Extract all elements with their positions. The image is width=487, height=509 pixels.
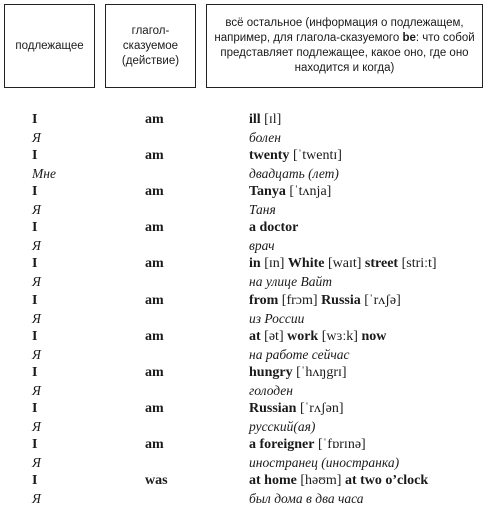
row-rest: [249, 327, 386, 346]
row-subject: I: [32, 220, 38, 236]
row-verb: am: [145, 292, 164, 308]
row-verb: am: [145, 328, 164, 344]
table-row: [0, 146, 487, 165]
transcription: [ɪn]: [260, 256, 288, 272]
transcription: [ət]: [260, 328, 288, 344]
header-rest-text-after: : что собой представляет подлежащее, какое оно, где оно находится и когда): [220, 32, 475, 74]
transcription: [ˈrʌʃən]: [296, 400, 344, 416]
row-rest: [249, 489, 364, 509]
table-row: [0, 291, 487, 310]
table-row: [0, 128, 487, 147]
header-rest-bold-term: be: [402, 32, 416, 44]
table-row: [0, 110, 487, 129]
row-rest: [249, 128, 281, 148]
row-rest: [249, 182, 331, 201]
row-subject: Я: [32, 274, 41, 290]
row-verb: am: [145, 220, 164, 236]
row-subject: I: [32, 328, 38, 344]
english-phrase: hungry: [249, 364, 293, 380]
transcription: [ˈtwentɪ]: [289, 148, 342, 164]
english-phrase: street: [364, 256, 399, 272]
transcription: [frɔm]: [278, 292, 322, 308]
russian-translation: русский(ая): [249, 418, 316, 434]
russian-translation: голоден: [249, 382, 293, 398]
russian-translation: двадцать (лет): [249, 166, 339, 182]
row-rest: [249, 200, 276, 220]
table-row: [0, 309, 487, 328]
row-rest: [249, 363, 347, 382]
row-rest: [249, 272, 332, 292]
transcription: [ˈtʌnja]: [285, 184, 332, 200]
russian-translation: врач: [249, 238, 275, 254]
row-subject: I: [32, 256, 38, 272]
english-phrase: at home: [249, 473, 297, 488]
row-rest: [249, 309, 304, 329]
row-verb: am: [145, 184, 164, 200]
table-row: [0, 435, 487, 454]
row-verb: am: [145, 436, 164, 452]
row-rest: [249, 345, 350, 365]
row-rest: [249, 399, 344, 418]
table-row: [0, 381, 487, 400]
row-subject: I: [32, 473, 38, 488]
row-verb: am: [145, 256, 164, 272]
row-rest: [249, 471, 428, 490]
english-phrase: Russian: [249, 400, 297, 416]
table-row: [0, 399, 487, 418]
russian-translation: на работе сейчас: [249, 346, 350, 362]
english-phrase: twenty: [249, 148, 290, 164]
transcription: [ˈhʌŋgrɪ]: [292, 364, 347, 380]
row-subject: Я: [32, 382, 41, 398]
row-subject: Я: [32, 130, 41, 146]
row-subject: I: [32, 184, 38, 200]
row-subject: I: [32, 400, 38, 416]
english-phrase: at: [249, 328, 261, 344]
table-row: [0, 254, 487, 273]
row-rest: [249, 291, 401, 310]
english-phrase: from: [249, 292, 279, 308]
row-subject: I: [32, 436, 38, 452]
english-phrase: a foreigner: [249, 436, 315, 452]
english-phrase: White: [287, 256, 325, 272]
table-row: [0, 345, 487, 364]
transcription: [striːt]: [398, 256, 437, 272]
header-verb-label: глагол-сказуемое (действие): [121, 24, 180, 67]
row-rest: [249, 236, 275, 256]
english-phrase: Russia: [321, 292, 361, 308]
transcription: [wɜːk]: [318, 328, 362, 344]
row-rest: [249, 453, 399, 473]
russian-translation: из России: [249, 310, 305, 326]
row-subject: Я: [32, 491, 41, 507]
row-subject: Я: [32, 238, 41, 254]
header-rest-label: [213, 16, 476, 76]
row-rest: [249, 435, 366, 454]
russian-translation: на улице Вайт: [249, 274, 333, 290]
table-row: [0, 218, 487, 237]
row-subject: I: [32, 148, 38, 164]
row-subject: I: [32, 112, 38, 127]
table-row: [0, 164, 487, 183]
row-subject: I: [32, 364, 38, 380]
row-rest: [249, 254, 437, 273]
row-verb: was: [145, 473, 168, 488]
header-subject-label: подлежащее: [15, 39, 84, 52]
english-phrase: now: [361, 328, 387, 344]
transcription: [ˈrʌʃə]: [360, 292, 401, 308]
row-subject: Я: [32, 346, 41, 362]
table-row: [0, 182, 487, 201]
transcription: [ɪl]: [260, 112, 282, 127]
table-row: [0, 200, 487, 219]
header-subject-box: [4, 4, 95, 88]
row-verb: am: [145, 400, 164, 416]
row-rest: [249, 164, 339, 184]
english-phrase: ill: [249, 112, 261, 127]
transcription: [həʊm]: [296, 473, 345, 488]
russian-translation: болен: [249, 130, 281, 146]
row-rest: [249, 110, 281, 129]
row-subject: I: [32, 292, 38, 308]
table-row: [0, 272, 487, 291]
english-phrase: work: [287, 328, 319, 344]
row-subject: Я: [32, 418, 41, 434]
row-verb: am: [145, 112, 164, 127]
row-verb: am: [145, 148, 164, 164]
transcription: [ˈfɒrɪnə]: [314, 436, 366, 452]
table-row: [0, 489, 487, 508]
english-phrase: a doctor: [249, 220, 299, 236]
table-row: [0, 236, 487, 255]
row-subject: Я: [32, 202, 41, 218]
row-subject: Я: [32, 310, 41, 326]
russian-translation: был дома в два часа: [249, 491, 364, 507]
english-phrase: at two o’clock: [344, 473, 429, 488]
header-verb-box: [105, 4, 196, 88]
header-rest-box: [206, 4, 483, 88]
table-row: [0, 417, 487, 436]
row-rest: [249, 417, 315, 437]
russian-translation: Таня: [249, 202, 276, 218]
row-rest: [249, 381, 293, 401]
table-row: [0, 471, 487, 490]
english-phrase: in: [249, 256, 261, 272]
transcription: [waɪt]: [324, 256, 365, 272]
header-rest-text-before: всё остальное (информация о подлежащем, например, для глагола-сказуемого: [214, 17, 464, 44]
row-subject: Мне: [32, 166, 56, 182]
table-row: [0, 453, 487, 472]
row-subject: Я: [32, 454, 41, 470]
table-row: [0, 327, 487, 346]
row-rest: [249, 146, 342, 165]
row-verb: am: [145, 364, 164, 380]
row-rest: [249, 218, 298, 237]
russian-translation: иностранец (иностранка): [249, 454, 400, 470]
table-row: [0, 363, 487, 382]
english-phrase: Tanya: [249, 184, 286, 200]
